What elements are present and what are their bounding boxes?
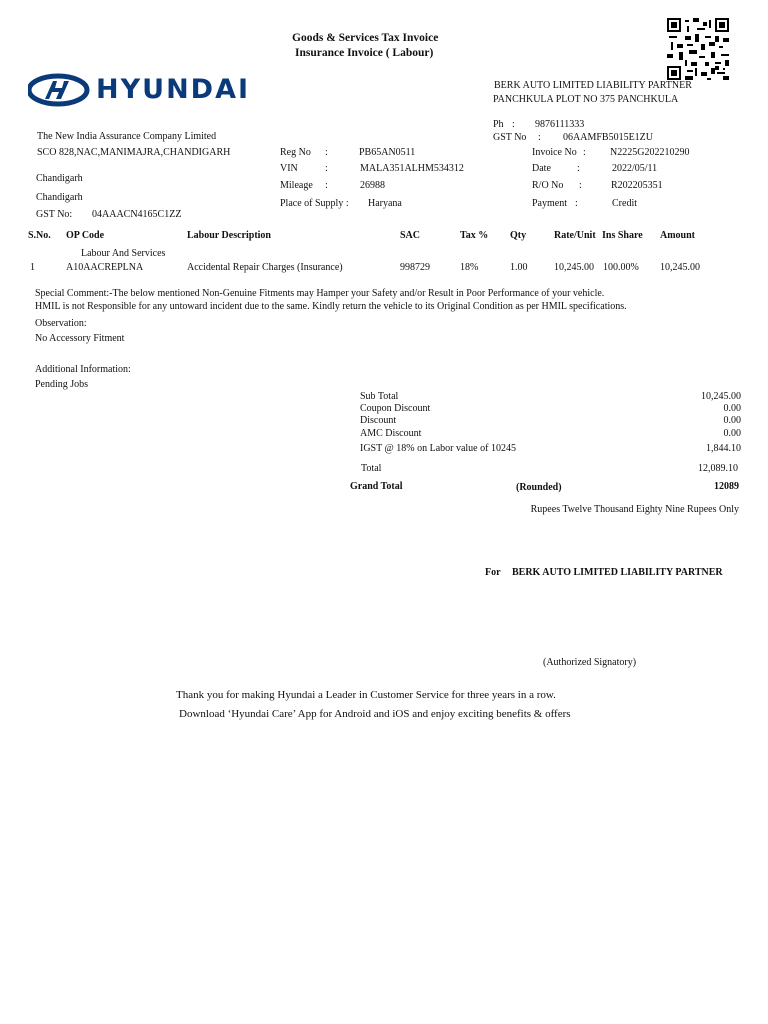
dealer-gst: 06AAMFB5015E1ZU (563, 132, 654, 143)
qr-code-icon (667, 18, 729, 80)
amc-label: AMC Discount (360, 428, 422, 439)
col-header-sac: SAC (400, 230, 421, 241)
vin-value: MALA351ALHM534312 (360, 163, 464, 174)
colon: : (325, 147, 328, 158)
for-label: For (485, 567, 501, 578)
payment-label: Payment (532, 198, 567, 209)
col-header-tax: Tax % (460, 230, 489, 241)
col-header-qty: Qty (510, 230, 527, 241)
app-download-note: Download ‘Hyundai Care’ App for Android and iOS and enjoy exciting benefits & offers (179, 708, 571, 720)
reg-value: PB65AN0511 (359, 147, 416, 158)
coupon-label: Coupon Discount (360, 403, 431, 414)
for-dealer-name: BERK AUTO LIMITED LIABILITY PARTNER (512, 567, 723, 578)
colon: : (538, 132, 541, 143)
row-sac: 998729 (400, 262, 430, 273)
payment-value: Credit (612, 198, 637, 209)
dealer-phone-label: Ph (493, 119, 504, 130)
subtotal-label: Sub Total (360, 391, 399, 402)
dealer-gst-label: GST No (493, 132, 527, 143)
row-rate: 10,245.00 (554, 262, 594, 273)
additional-info-value: Pending Jobs (35, 379, 89, 390)
dealer-name: BERK AUTO LIMITED LIABILITY PARTNER (494, 80, 692, 91)
vin-label: VIN (280, 163, 298, 174)
place-of-supply-value: Haryana (368, 198, 402, 209)
col-header-ins-share: Ins Share (602, 230, 643, 241)
igst-label: IGST @ 18% on Labor value of 10245 (360, 443, 516, 454)
additional-info-label: Additional Information: (35, 364, 131, 375)
total-value: 12,089.10 (698, 463, 738, 474)
colon: : (325, 180, 328, 191)
amount-in-words: Rupees Twelve Thousand Eighty Nine Rupees Only (530, 504, 739, 515)
amc-value: 0.00 (723, 428, 741, 439)
place-of-supply-label: Place of Supply : (280, 198, 349, 209)
customer-address: SCO 828,NAC,MANIMAJRA,CHANDIGARH (37, 147, 231, 158)
col-header-description: Labour Description (187, 230, 271, 241)
row-description: Accidental Repair Charges (Insurance) (187, 262, 343, 273)
col-header-sno: S.No. (28, 230, 51, 241)
colon: : (325, 163, 328, 174)
grand-total-label: Grand Total (350, 481, 403, 492)
brand-wordmark: HYUNDAI (96, 74, 251, 105)
dealer-phone: 9876111333 (535, 119, 585, 130)
colon: : (512, 119, 515, 130)
dealer-address: PANCHKULA PLOT NO 375 PANCHKULA (493, 94, 679, 105)
date-label: Date (532, 163, 551, 174)
authorized-signatory: (Authorized Signatory) (543, 657, 637, 668)
special-comment: Special Comment:-The below mentioned Non-Genuine Fitments may Hamper your Safety and/or Result in Poor Performance of your vehicle. (35, 288, 605, 299)
document-subtitle: Insurance Invoice ( Labour) (295, 47, 434, 59)
coupon-value: 0.00 (723, 403, 741, 414)
ro-value: R202205351 (611, 180, 663, 191)
observation-label: Observation: (35, 318, 87, 329)
row-tax: 18% (460, 262, 479, 273)
customer-gst-label: GST No: (36, 209, 73, 220)
ro-label: R/O No (532, 180, 564, 191)
col-header-rate: Rate/Unit (554, 230, 596, 241)
thank-you-note: Thank you for making Hyundai a Leader in Customer Service for three years in a row. (176, 689, 556, 701)
colon: : (583, 147, 586, 158)
rounded-label: (Rounded) (516, 482, 562, 493)
hmil-disclaimer: HMIL is not Responsible for any untoward incident due to the same. Kindly return the vehicle to its Original Condition as per HMIL specifications. (35, 301, 627, 312)
customer-name: The New India Assurance Company Limited (37, 131, 217, 142)
colon: : (577, 163, 580, 174)
col-header-amount: Amount (660, 230, 696, 241)
observation-value: No Accessory Fitment (35, 333, 125, 344)
customer-gst: 04AAACN4165C1ZZ (92, 209, 182, 220)
grand-total-value: 12089 (714, 481, 739, 492)
row-qty: 1.00 (510, 262, 528, 273)
subtotal-value: 10,245.00 (701, 391, 741, 402)
total-label: Total (361, 463, 382, 474)
customer-state: Chandigarh (36, 192, 83, 203)
igst-value: 1,844.10 (706, 443, 741, 454)
colon: : (575, 198, 578, 209)
row-amount: 10,245.00 (660, 262, 700, 273)
discount-label: Discount (360, 415, 397, 426)
row-ins-share: 100.00% (603, 262, 639, 273)
document-title: Goods & Services Tax Invoice (292, 32, 439, 44)
section-label: Labour And Services (81, 248, 166, 259)
mileage-label: Mileage (280, 180, 313, 191)
reg-label: Reg No (280, 147, 311, 158)
invoice-no: N2225G202210290 (610, 147, 690, 158)
invoice-date: 2022/05/11 (612, 163, 658, 174)
row-op-code: A10AACREPLNA (66, 262, 144, 273)
discount-value: 0.00 (723, 415, 741, 426)
invoice-no-label: Invoice No (532, 147, 577, 158)
mileage-value: 26988 (360, 180, 385, 191)
colon: : (579, 180, 582, 191)
col-header-op-code: OP Code (66, 230, 105, 241)
row-sno: 1 (30, 262, 35, 273)
customer-city: Chandigarh (36, 173, 83, 184)
